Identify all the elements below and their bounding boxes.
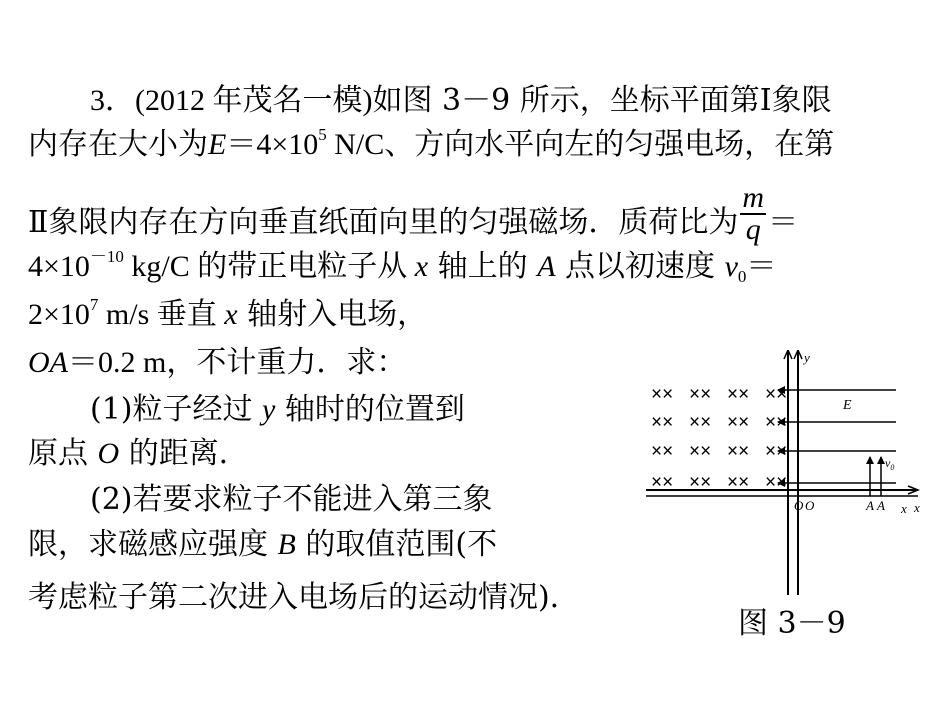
- question-2-line-2: 限，求磁感应强度 B 的取值范围(不: [28, 527, 498, 562]
- b-field-cross: ××: [689, 472, 712, 493]
- figure-caption: 图 3－9: [738, 606, 846, 641]
- b-field-cross: ××: [651, 412, 674, 433]
- point-a-label: A: [866, 498, 874, 513]
- problem-line-6: OA＝0.2 m，不计重力．求：: [28, 346, 407, 379]
- b-field-cross: ××: [727, 472, 750, 493]
- problem-line-1: 3．(2012 年茂名一模)如图 3－9 所示，坐标平面第Ⅰ象限: [90, 83, 832, 118]
- b-field-cross: ××: [651, 441, 674, 462]
- problem-number: 3．: [90, 84, 135, 117]
- question-2-line-1: (2)若要求粒子不能进入第三象: [90, 482, 493, 517]
- b-field-cross: ××: [651, 472, 674, 493]
- x-axis-label: x: [901, 501, 907, 516]
- question-1-line-2: 原点 O 的距离．: [28, 436, 249, 471]
- b-field-cross: ××: [765, 472, 788, 493]
- mass-charge-fraction: $\frac{m}{q}$: [742, 181, 765, 246]
- point-a-label: A: [877, 498, 885, 513]
- b-field-cross: ××: [727, 384, 750, 405]
- b-field-cross: ××: [689, 412, 712, 433]
- y-axis-label: y: [804, 350, 810, 365]
- b-field-cross: ××: [765, 384, 788, 405]
- question-1-line-1: (1)粒子经过 y 轴时的位置到: [90, 392, 465, 427]
- e-field-label: E: [843, 398, 852, 413]
- field-diagram: [646, 350, 936, 600]
- x-axis-label: x: [914, 500, 920, 515]
- b-field-cross: ××: [727, 441, 750, 462]
- b-field-cross: ××: [765, 441, 788, 462]
- origin-label: O: [805, 498, 815, 513]
- problem-line-4: $4\times 10^{-10}$ kg/C 的带正电粒子从 x 轴上的 A 点以初速度 $v_0=$: [28, 247, 777, 286]
- problem-line-5: $2\times 10^7$ m/s 垂直 x 轴射入电场，: [28, 295, 428, 332]
- b-field-cross: ××: [689, 384, 712, 405]
- velocity-label: $v_0$: [885, 456, 895, 472]
- question-2-line-3: 考虑粒子第二次进入电场后的运动情况)．: [28, 580, 580, 615]
- b-field-cross: ××: [765, 412, 788, 433]
- problem-source: (2012 年茂名一模): [135, 84, 373, 117]
- origin-label: O: [794, 498, 804, 513]
- b-field-cross: ××: [689, 441, 712, 462]
- problem-line-3: Ⅱ象限内存在方向垂直纸面向里的匀强磁场．质荷比为 $\frac{m}{q}$ ＝: [28, 181, 799, 246]
- problem-line-2: 内存在大小为$E=4\times 10^5$ N/C、方向水平向左的匀强电场，在第: [28, 125, 835, 162]
- b-field-cross: ××: [727, 412, 750, 433]
- b-field-cross: ××: [651, 384, 674, 405]
